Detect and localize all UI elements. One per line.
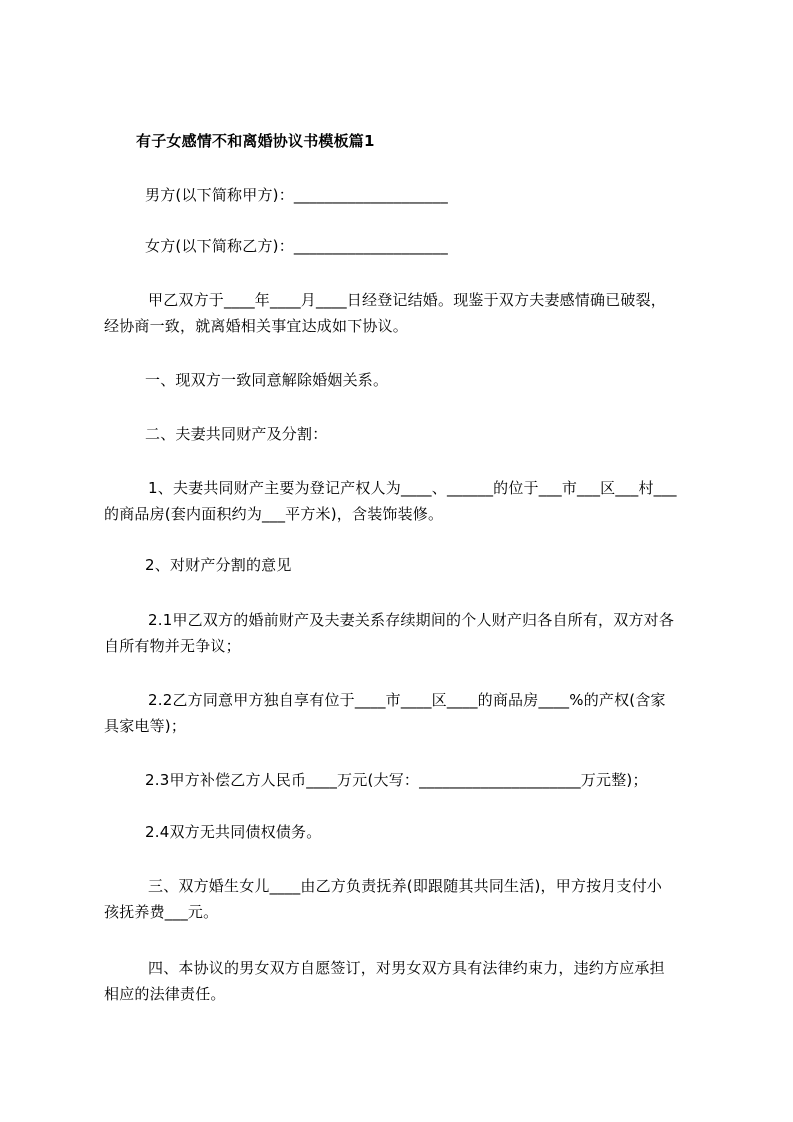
clause-2-2-1-line-2: 自所有物并无争议； <box>104 637 241 655</box>
clause-4-line-1: 四、本协议的男女双方自愿签订，对男女双方具有法律约束力，违约方应承担 <box>148 959 665 977</box>
clause-4-line-2: 相应的法律责任。 <box>104 985 226 1003</box>
clause-2-2-2-line-2: 具家电等)； <box>104 717 187 735</box>
paragraph-intro-line-1: 甲乙双方于____年____月____日经登记结婚。现鉴于双方夫妻感情确已破裂， <box>148 291 667 309</box>
clause-2-2-1-line-1: 2.1甲乙双方的婚前财产及夫妻关系存续期间的个人财产归各自所有，双方对各 <box>148 611 675 629</box>
paragraph-intro-line-2: 经协商一致，就离婚相关事宜达成如下协议。 <box>104 317 409 335</box>
clause-2-1-line-2: 的商品房(套内面积约为___平方米)，含装饰装修。 <box>104 505 444 523</box>
husband-line: 男方(以下简称甲方)：____________________ <box>145 186 448 204</box>
document-title: 有子女感情不和离婚协议书模板篇1 <box>136 132 375 150</box>
clause-3-line-1: 三、双方婚生女儿____由乙方负责抚养(即跟随其共同生活)，甲方按月支付小 <box>148 877 663 895</box>
clause-2-2-heading: 2、对财产分割的意见 <box>145 556 292 574</box>
wife-line: 女方(以下简称乙方)：____________________ <box>145 237 448 255</box>
clause-2-heading: 二、夫妻共同财产及分割： <box>145 425 328 443</box>
clause-2-1-line-1: 1、夫妻共同财产主要为登记产权人为____、______的位于___市___区___村___ <box>148 479 677 497</box>
clause-2-2-3: 2.3甲方补偿乙方人民币____万元(大写：_____________________万元整)； <box>145 771 648 789</box>
clause-2-2-2-line-1: 2.2乙方同意甲方独自享有位于____市____区____的商品房____%的产权(含家 <box>148 691 666 709</box>
clause-2-2-4: 2.4双方无共同债权债务。 <box>145 823 322 841</box>
clause-1: 一、现双方一致同意解除婚姻关系。 <box>145 371 389 389</box>
clause-3-line-2: 孩抚养费___元。 <box>104 903 219 921</box>
